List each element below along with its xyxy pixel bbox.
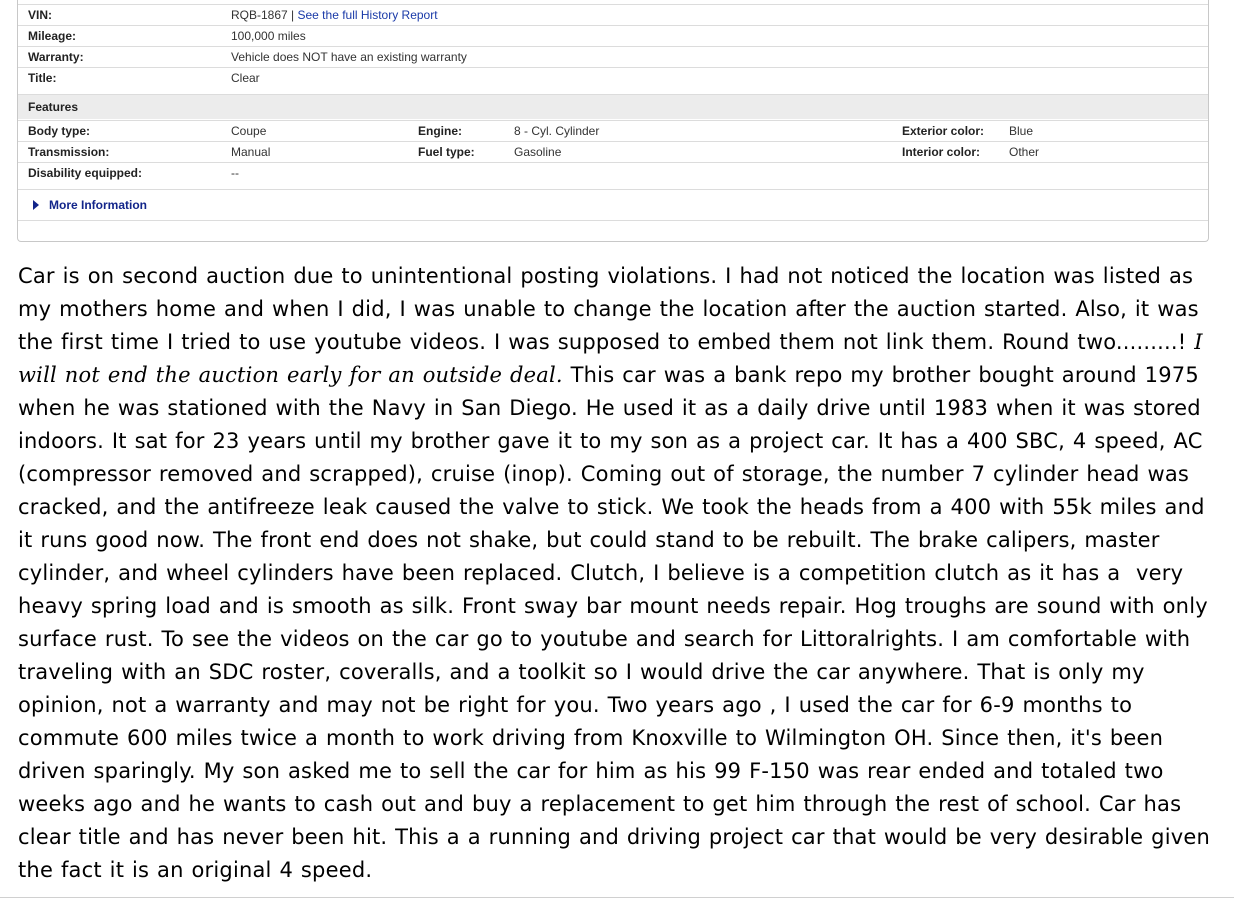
warranty-value: Vehicle does NOT have an existing warranty <box>231 50 467 64</box>
transmission-label: Transmission: <box>28 145 110 159</box>
title-value: Clear <box>231 71 260 85</box>
item-specifics-panel <box>17 0 1209 242</box>
more-information-link[interactable]: More Information <box>49 198 147 212</box>
description-text-2: This car was a bank repo my brother bought around 1975 when he was stationed with the Navy in San Diego. He used it as a daily drive until 1983 when it was stored indoors. It sat for 23 years until my brother gave it to my son as a project car. It has a 400 SBC, 4 speed, AC (compressor removed and scrapped), cruise (inop). Coming out of storage, the number 7 cylinder head was cracked, and the antifreeze leak caused the valve to stick. We took the heads from a 400 with 55k miles and it runs good now. The front end does not shake, but could stand to be rebuilt. The brake calipers, master cylinder, and wheel cylinders have been replaced. Clutch, I believe is a competition clutch as it has a very heavy spring load and is smooth as silk. Front sway bar mount needs repair. Hog troughs are sound with only surface rust. To see the videos on the car go to youtube and search for Littoralrights. I am comfortable with traveling with an SDC roster, coveralls, and a toolkit so I would drive the car anywhere. That is only my opinion, not a warranty and may not be right for you. Two years ago , I used the car for 6-9 months to commute 600 miles twice a month to work driving from Knoxville to Wilmington OH. Since then, it's been driven sparingly. My son asked me to sell the car for him as his 99 F-150 was rear ended and totaled two weeks ago and he wants to cash out and buy a replacement to get him through the rest of school. Car has clear title and has never been hit. This a a running and driving project car that would be very desirable given the fact it is an original 4 speed. <box>18 363 1218 882</box>
item-description <box>18 260 1218 887</box>
body-type-value: Coupe <box>231 124 267 138</box>
description-italic: I will not end the auction early for an outside deal. <box>18 330 1203 387</box>
vin-value: RQB-1867 <box>231 8 288 22</box>
disability-label: Disability equipped: <box>28 166 143 180</box>
body-type-label: Body type: <box>28 124 91 138</box>
description-text-1: Car is on second auction due to unintentional posting violations. I had not noticed the location was listed as my mothers home and when I did, I was unable to change the location after the auction started. Also, it was the first time I tried to use youtube videos. I was supposed to embed them not link them. Round two.........! <box>18 264 1207 354</box>
history-report-link[interactable]: See the full History Report <box>297 8 438 22</box>
mileage-row <box>18 25 1208 46</box>
warranty-row <box>18 46 1208 67</box>
mileage-value: 100,000 miles <box>231 29 306 43</box>
caret-right-icon <box>33 200 39 210</box>
title-label: Title: <box>28 71 57 85</box>
title-row <box>18 67 1208 88</box>
exterior-color-value: Blue <box>1009 124 1034 138</box>
features-heading: Features <box>28 100 79 114</box>
divider <box>0 897 1234 898</box>
transmission-value: Manual <box>231 145 271 159</box>
more-information-toggle[interactable] <box>18 189 1208 221</box>
features-section-header <box>18 94 1208 119</box>
vin-label: VIN: <box>28 8 52 22</box>
disability-value: -- <box>231 166 239 180</box>
mileage-label: Mileage: <box>28 29 77 43</box>
features-row-2 <box>18 141 1208 162</box>
interior-color-label: Interior color: <box>902 145 981 159</box>
engine-label: Engine: <box>418 124 462 138</box>
vin-value-group <box>231 5 438 25</box>
fuel-type-value: Gasoline <box>514 145 562 159</box>
warranty-label: Warranty: <box>28 50 84 64</box>
exterior-color-label: Exterior color: <box>902 124 985 138</box>
features-row-3 <box>18 162 1208 183</box>
features-row-1 <box>18 120 1208 141</box>
engine-value: 8 - Cyl. Cylinder <box>514 124 600 138</box>
vin-row <box>18 4 1208 25</box>
vin-separator: | <box>287 8 298 22</box>
fuel-type-label: Fuel type: <box>418 145 475 159</box>
interior-color-value: Other <box>1009 145 1040 159</box>
